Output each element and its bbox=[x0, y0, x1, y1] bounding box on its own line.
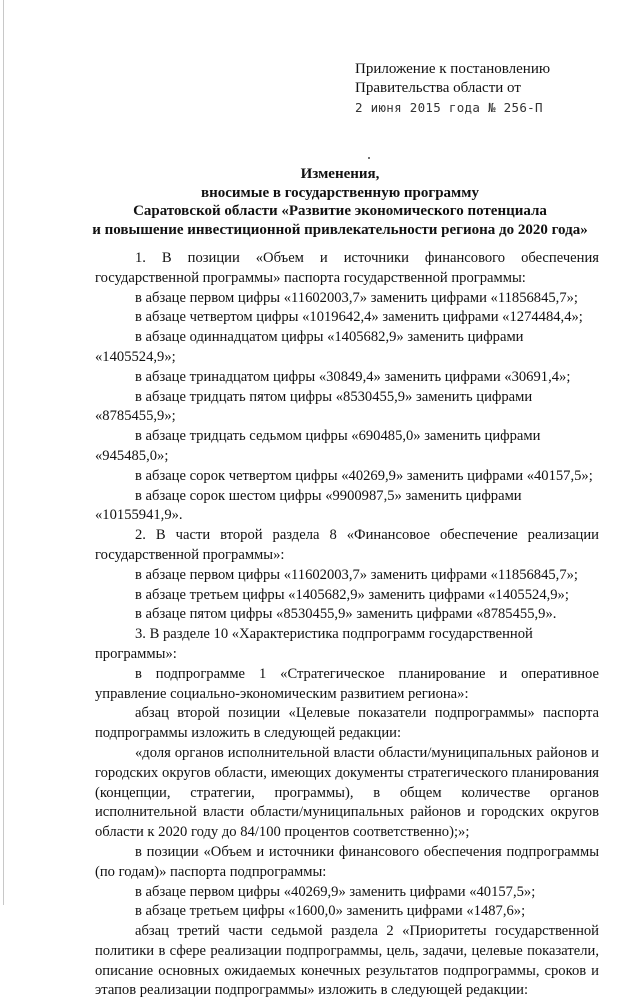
paragraph: в абзаце третьем цифры «1405682,9» заменить цифрами «1405524,9»; bbox=[135, 586, 569, 603]
paragraph: «доля органов исполнительной власти области/муниципальных районов и городских округов области, имеющих документы стратегического планирования (концепции, стратегии, программы), в общем количестве органов исполнительной власти области/муниципальных районов и городских округов области к 2020 году до 84/100 процентов соответственно);»; bbox=[95, 744, 599, 841]
document-title bbox=[60, 165, 620, 239]
paragraph: в абзаце пятом цифры «8530455,9» заменить цифрами «8785455,9». bbox=[135, 606, 557, 623]
paragraph: в абзаце третьем цифры «1600,0» заменить цифрами «1487,6»; bbox=[135, 903, 526, 920]
stray-dot bbox=[368, 157, 370, 159]
paragraph: в абзаце первом цифры «40269,9» заменить цифрами «40157,5»; bbox=[135, 883, 536, 900]
appendix-date-number: 2 июня 2015 года № 256-П bbox=[355, 100, 543, 115]
appendix-line-1: Приложение к постановлению bbox=[355, 61, 551, 77]
paragraph: в абзаце сорок четвертом цифры «40269,9» заменить цифрами «40157,5»; bbox=[135, 467, 593, 484]
page-edge-line bbox=[3, 0, 4, 905]
paragraph: в позиции «Объем и источники финансового обеспечения подпрограммы (по годам)» паспорта подпрограммы: bbox=[95, 843, 599, 880]
paragraph: 2. В части второй раздела 8 «Финансовое обеспечение реализации государственной программы»: bbox=[95, 527, 599, 563]
title-line-4: и повышение инвестиционной привлекательности региона до 2020 года» bbox=[92, 221, 588, 238]
paragraph: 3. В разделе 10 «Характеристика подпрограмм государственной программы»: bbox=[95, 626, 533, 662]
paragraph: абзац третий части седьмой раздела 2 «Приоритеты государственной политики в сфере реализации подпрограммы, цель, задачи, целевые показатели, описание основных ожидаемых конечных результатов подпрограммы, сроков и этапов реализации подпрограммы» изложить в следующей редакции: bbox=[95, 923, 599, 999]
document-body bbox=[95, 249, 599, 1001]
appendix-header bbox=[355, 60, 625, 117]
title-line-2: вносимые в государственную программу bbox=[201, 184, 479, 201]
paragraph: в абзаце тридцать седьмом цифры «690485,0» заменить цифрами «945485,0»; bbox=[95, 428, 541, 464]
title-line-3: Саратовской области «Развитие экономического потенциала bbox=[133, 203, 547, 219]
paragraph: в абзаце первом цифры «11602003,7» заменить цифрами «11856845,7»; bbox=[135, 289, 578, 306]
title-line-1: Изменения, bbox=[300, 166, 380, 182]
paragraph: 1. В позиции «Объем и источники финансового обеспечения государственной программы» паспорта государственной программы: bbox=[95, 250, 599, 286]
paragraph: в подпрограмме 1 «Стратегическое планирование и оперативное управление социально-экономическим развитием региона»: bbox=[95, 665, 599, 702]
paragraph: в абзаце сорок шестом цифры «9900987,5» заменить цифрами «10155941,9». bbox=[95, 487, 522, 524]
paragraph: в абзаце тринадцатом цифры «30849,4» заменить цифрами «30691,4»; bbox=[135, 368, 571, 385]
paragraph: в абзаце одиннадцатом цифры «1405682,9» заменить цифрами «1405524,9»; bbox=[95, 329, 524, 365]
paragraph: в абзаце четвертом цифры «1019642,4» заменить цифрами «1274484,4»; bbox=[135, 309, 583, 326]
appendix-line-2: Правительства области от bbox=[355, 80, 521, 96]
paragraph: абзац второй позиции «Целевые показатели подпрограммы» паспорта подпрограммы изложить в следующей редакции: bbox=[95, 705, 599, 742]
paragraph: в абзаце тридцать пятом цифры «8530455,9» заменить цифрами «8785455,9»; bbox=[95, 388, 533, 425]
paragraph: в абзаце первом цифры «11602003,7» заменить цифрами «11856845,7»; bbox=[135, 566, 578, 583]
